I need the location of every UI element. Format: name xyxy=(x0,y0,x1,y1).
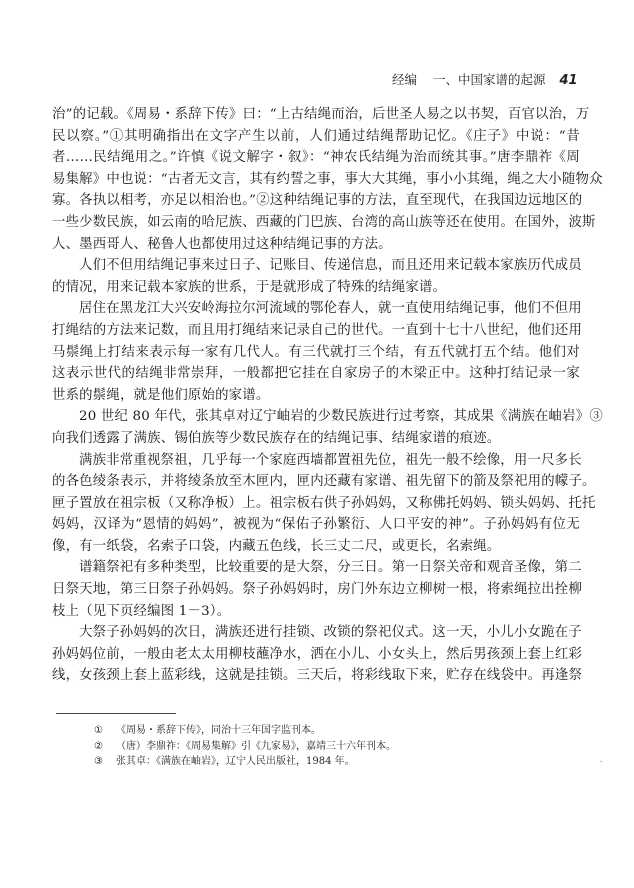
body-line: 孙妈妈位前，一般由老太太用柳枝蘸净水，洒在小儿、小女头上，然后男孩颈上套上红彩 xyxy=(52,646,583,662)
body-line: 人们不但用结绳记事来过日子、记账目、传递信息，而且还用来记载本家族历代成员 xyxy=(79,258,582,274)
body-line: 马鬃绳上打结来表示每一家有几代人。有三代就打三个结，有五代就打五个结。他们对 xyxy=(52,344,580,360)
body-line: 治”的记载。《周易・系辞下传》曰：“上古结绳而治，后世圣人易之以书契，百官以治，万 xyxy=(52,107,590,122)
footnote xyxy=(94,754,514,770)
footnote-text: 张其卓：《满族在岫岩》，辽宁人民出版社，1984 年。 xyxy=(116,756,355,767)
body-line: 易集解》中也说：“古者无文言，其有约誓之事，事大大其绳，事小小其绳，绳之大小随物众 xyxy=(52,171,603,187)
scan-speck xyxy=(600,761,602,762)
footnote-text: （唐）李鼎祚：《周易集解》引《九家易》，嘉靖三十六年刊本。 xyxy=(116,740,396,752)
body-line: 世系的鬃绳，就是他们原始的家谱。 xyxy=(52,387,270,403)
running-header xyxy=(392,70,582,90)
body-line: 线，女孩颈上套上蓝彩线，这就是挂锁。三天后，将彩线取下来，贮存在线袋中。再逢祭 xyxy=(52,668,583,684)
footnote-text: 《周易・系辞下传》，同治十三年国字监刊本。 xyxy=(116,725,321,736)
body-line: 向我们透露了满族、锡伯族等少数民族存在的结绳记事、结绳家谱的痕迹。 xyxy=(52,430,501,446)
footnotes xyxy=(94,723,514,770)
footnote-mark: ③ xyxy=(94,756,103,767)
body-line: 打绳结的方法来记数，而且用打绳结来记录自己的世代。一直到十七十八世纪，他们还用 xyxy=(52,322,583,338)
header-section: 经编 xyxy=(392,72,418,87)
body-line: 的各色绫条表示，并将绫条放至木匣内，匣内还藏有家谱、祖先留下的箭及祭祀用的幪子。 xyxy=(52,474,596,490)
body-line: 满族非常重视祭祖，几乎每一个家庭西墙都置祖先位，祖先一般不绘像，用一尺多长 xyxy=(79,452,582,468)
body-line: 居住在黑龙江大兴安岭海拉尔河流域的鄂伦春人，就一直使用结绳记事，他们不但用 xyxy=(79,301,582,317)
body-line: 大祭子孙妈妈的次日，满族还进行挂锁、改锁的祭祀仪式。这一天，小儿小女跪在子 xyxy=(79,625,582,641)
body-line: 民以察。”①其明确指出在文字产生以前，人们通过结绳帮助记忆。《庄子》中说：“昔 xyxy=(52,128,580,144)
body-line: 像，有一纸袋，名索子口袋，内藏五色线，长三丈二尺，或更长，名索绳。 xyxy=(52,538,501,554)
body-line: 者……民结绳用之。”许慎《说文解字・叙》：“神农氏结绳为治而统其事。”唐李鼎祚《周 xyxy=(52,150,580,166)
body-line: 这表示世代的结绳非常崇拜，一般都把它挂在自家房子的木梁正中。这种打结记录一家 xyxy=(52,366,580,382)
body-line: 日祭天地，第三日祭子孙妈妈。祭子孙妈妈时，房门外东边立柳树一根，将索绳拉出拴柳 xyxy=(52,582,583,598)
header-chapter-title: 一、中国家谱的起源 xyxy=(433,72,546,87)
body-line: 妈妈，汉译为“恩情的妈妈”，被视为“保佑子孙繁衍、人口平安的神”。子孙妈妈有位无 xyxy=(52,517,580,533)
footnote xyxy=(94,723,514,739)
body-line: 的情况，用来记载本家族的世系，于是就形成了特殊的结绳家谱。 xyxy=(52,279,447,295)
footnote-mark: ① xyxy=(94,725,103,736)
footnote xyxy=(94,739,514,755)
body-line: 一些少数民族，如云南的哈尼族、西藏的门巴族、台湾的高山族等还在使用。在国外，波斯 xyxy=(52,214,596,230)
body-line: 谱籍祭祀有多种类型，比较重要的是大祭，分三日。第一日祭关帝和观音圣像，第二 xyxy=(79,560,582,576)
body-line: 枝上（见下页经编图 1－3）。 xyxy=(52,603,231,619)
body-line: 匣子置放在祖宗板（又称净板）上。祖宗板右供子孙妈妈，又称佛托妈妈、锁头妈妈、托托 xyxy=(52,495,596,511)
body-line: 人、墨西哥人、秘鲁人也都使用过这种结绳记事的方法。 xyxy=(52,236,392,252)
footnote-separator xyxy=(56,713,176,714)
body-line: 20 世纪 80 年代，张其卓对辽宁岫岩的少数民族进行过考察，其成果《满族在岫岩》③ xyxy=(79,409,603,425)
body-line: 寡。各执以相考，亦足以相治也。”②这种结绳记事的方法，直至现代，在我国边远地区的 xyxy=(52,193,583,209)
footnote-mark: ② xyxy=(94,740,103,752)
page-number: 41 xyxy=(559,73,578,88)
body-text xyxy=(52,104,603,687)
